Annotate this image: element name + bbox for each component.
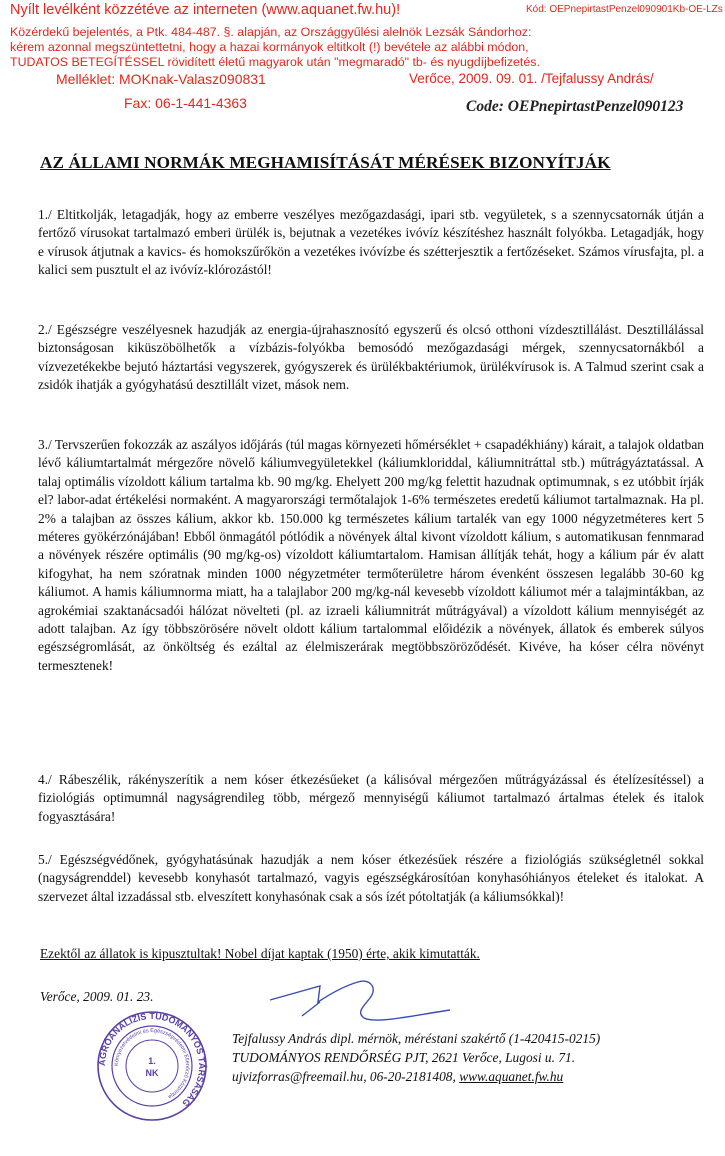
document-code-header: Kód: OEPnepirtastPenzel090901Kb-OE-LZs (526, 4, 723, 15)
svg-text:Környezetvédelmi és Egészségvé: Környezetvédelmi és Egészségvédelmi Ellenőrző Központja (113, 1027, 191, 1100)
header-line-3: TUDATOS BETEGÍTÉSSEL rövidített életű magyarok után "megmaradó" tb- és nyugdíjbefizetés. (10, 55, 540, 69)
paragraph-3: 3./ Tervszerűen fokozzák az aszályos időjárás (túl magas környezeti hőmérséklet + csapadékhiány) kárait, a talajok oldatban lévő káliumtartalmát mérgezőre növelő káliumvegyületekkel (káliumkloriddal, káliumnitráttal stb.) műtrágyáztatással. A talaj optimális vízoldott kálium tartalma kb. 90 mg/kg. Ehelyett 200 mg/kg felettit hazudnak optimumnak, s ez utóbbit írják el? labor-adat értékelési normaként. A magyarországi termőtalajok 1-6% természetes eredetű káliumot tartalmaznak. Ha pl. 2% a talajban az összes kálium, akkor kb. 150.000 kg természetes kálium tartalék van egy 1000 négyzetméteres kert 5 méteres gyökérzónájában! Ebből önmagától pótlódik a növények által kivont vízoldott kálium, s automatikusan fennmarad a növények részére optimális (90 mg/kg-os) vízoldott káliumtartalom. Hamisan állítják tehát, hogy a kálium pár év alatt kifogyhat, ha nem szóratnak minden 1000 négyzetméter termőterületre három évenként összesen legalább 30-60 kg káliumot. A hamis káliumnorma miatt, ha a talajlabor 200 mg/kg-nál kevesebb vízoldott káliumot mér a talajmintákban, az agrokémiai szaktanácsadói hálózat növelteti (pl. az izraeli káliumnitrát műtrágyával) a vízoldott kálium mennyiségét az adott talajban. Az így többszörösére növelt oldott kálium tartalommal előidézik a növények, állatok és emberek súlyos egészségromlását, az önköltség és ezáltal az élelmiszerárak megtöbbszöröződését. Kivéve, ha kóser célra növényt termesztenek! (38, 437, 704, 673)
handwritten-signature (260, 972, 460, 1032)
page-title: AZ ÁLLAMI NORMÁK MEGHAMISÍTÁSÁT MÉRÉSEK BIZONYÍTJÁK (40, 153, 611, 172)
paragraph-5: 5./ Egészségvédőnek, gyógyhatásúnak hazudják a nem kóser étkezésűek részére a fiziológiás szükségletnél sokkal (nagyságrenddel) kevesebb konyhasót tartalmazó, vagyis egészségkárosítóan konyhasóhiányos ételeket és italokat. A szervezet által izzadással stb. elveszített konyhasónak csak a sós ízét pótoltatják (a káliumsókkal)! (38, 852, 704, 904)
svg-text:NK: NK (145, 1068, 159, 1078)
signature-name-line: Tejfalussy András dipl. mérnök, méréstani szakértő (1-420415-0215) (232, 1031, 601, 1046)
closing-statement: Ezektől az állatok is kipusztultak! Nobel díjat kaptak (1950) érte, akik kimutatták. (40, 946, 480, 961)
document-code: Code: OEPnepirtastPenzel090123 (466, 98, 684, 115)
open-letter-notice: Nyílt levélként közzétéve az interneten (www.aquanet.fw.hu)! (10, 2, 401, 18)
attachment-label: Melléklet: MOKnak-Valasz090831 (56, 71, 266, 87)
place-date: Verőce, 2009. 01. 23. (40, 989, 154, 1004)
paragraph-4: 4./ Rábeszélik, rákényszerítik a nem kóser étkezésűeket (a kálisóval mérgezően műtrágyázással és ételízesítéssel) a fiziológiás optimumnál nagyságrendileg több, mérgező mennyiségű káliumot tartalmazó ártalmas ételek és italok fogyasztására! (38, 772, 704, 824)
header-line-2: kérem azonnal megszüntettetni, hogy a hazai kormányok eltitkolt (!) bevétele az alábbi módon, (10, 40, 529, 54)
svg-text:AGRÓANALIZIS TUDOMÁNYOS TÁRSAS: AGRÓANALIZIS TUDOMÁNYOS TÁRSASÁG (96, 1010, 208, 1109)
paragraph-1: 1./ Eltitkolják, letagadják, hogy az emberre veszélyes mezőgazdasági, ipari stb. vegyületek, s a szennycsatornák útján a fertőző vírusokat tartalmazó emberi ürülék is, bejutnak a vezetékes ivóvíz készítéshez használt folyókba. Letagadják, hogy e vírusok átjutnak a kavics- és homokszűrőkön a vezetékes ivóvízbe és szétterjesztik a fertőzéseket. Számos vírusfajta, pl. a kalici sem pusztult el az ivóvíz-klórozástól! (38, 207, 704, 278)
signature-contact-line (232, 1069, 563, 1085)
paragraph-2: 2./ Egészségre veszélyesnek hazudják az energia-újrahasznosító egyszerű és olcsó otthoni vízdesztillálást. Desztillálással biztonságosan kiküszöbölhetők a vízbázis-folyókba bemosódó mezőgazdasági mérgek, szennycsatornákból a vízvezetékekbe bejutó háztartási vegyszerek, gyógyszerek és ürülékbaktériumok, ürülékvírusok is. A Talmud szerint csak a zsidók ihatják a gyógyhatású desztillált vizet, mások nem. (38, 322, 704, 393)
website-link[interactable]: www.aquanet.fw.hu (459, 1069, 564, 1084)
header-place-date: Verőce, 2009. 09. 01. /Tejfalussy András/ (409, 71, 654, 86)
official-stamp (96, 1010, 208, 1122)
header-line-1: Közérdekű bejelentés, a Ptk. 484-487. §. alapján, az Országgyűlési alelnök Lezsák Sándorhoz: (10, 25, 532, 39)
signature-organization-line: TUDOMÁNYOS RENDŐRSÉG PJT, 2621 Verőce, Lugosi u. 71. (232, 1050, 576, 1065)
contact-email-phone: ujvizforras@freemail.hu, 06-20-2181408, (232, 1069, 460, 1084)
svg-text:1.: 1. (148, 1056, 156, 1066)
fax-number: Fax: 06-1-441-4363 (124, 95, 247, 111)
